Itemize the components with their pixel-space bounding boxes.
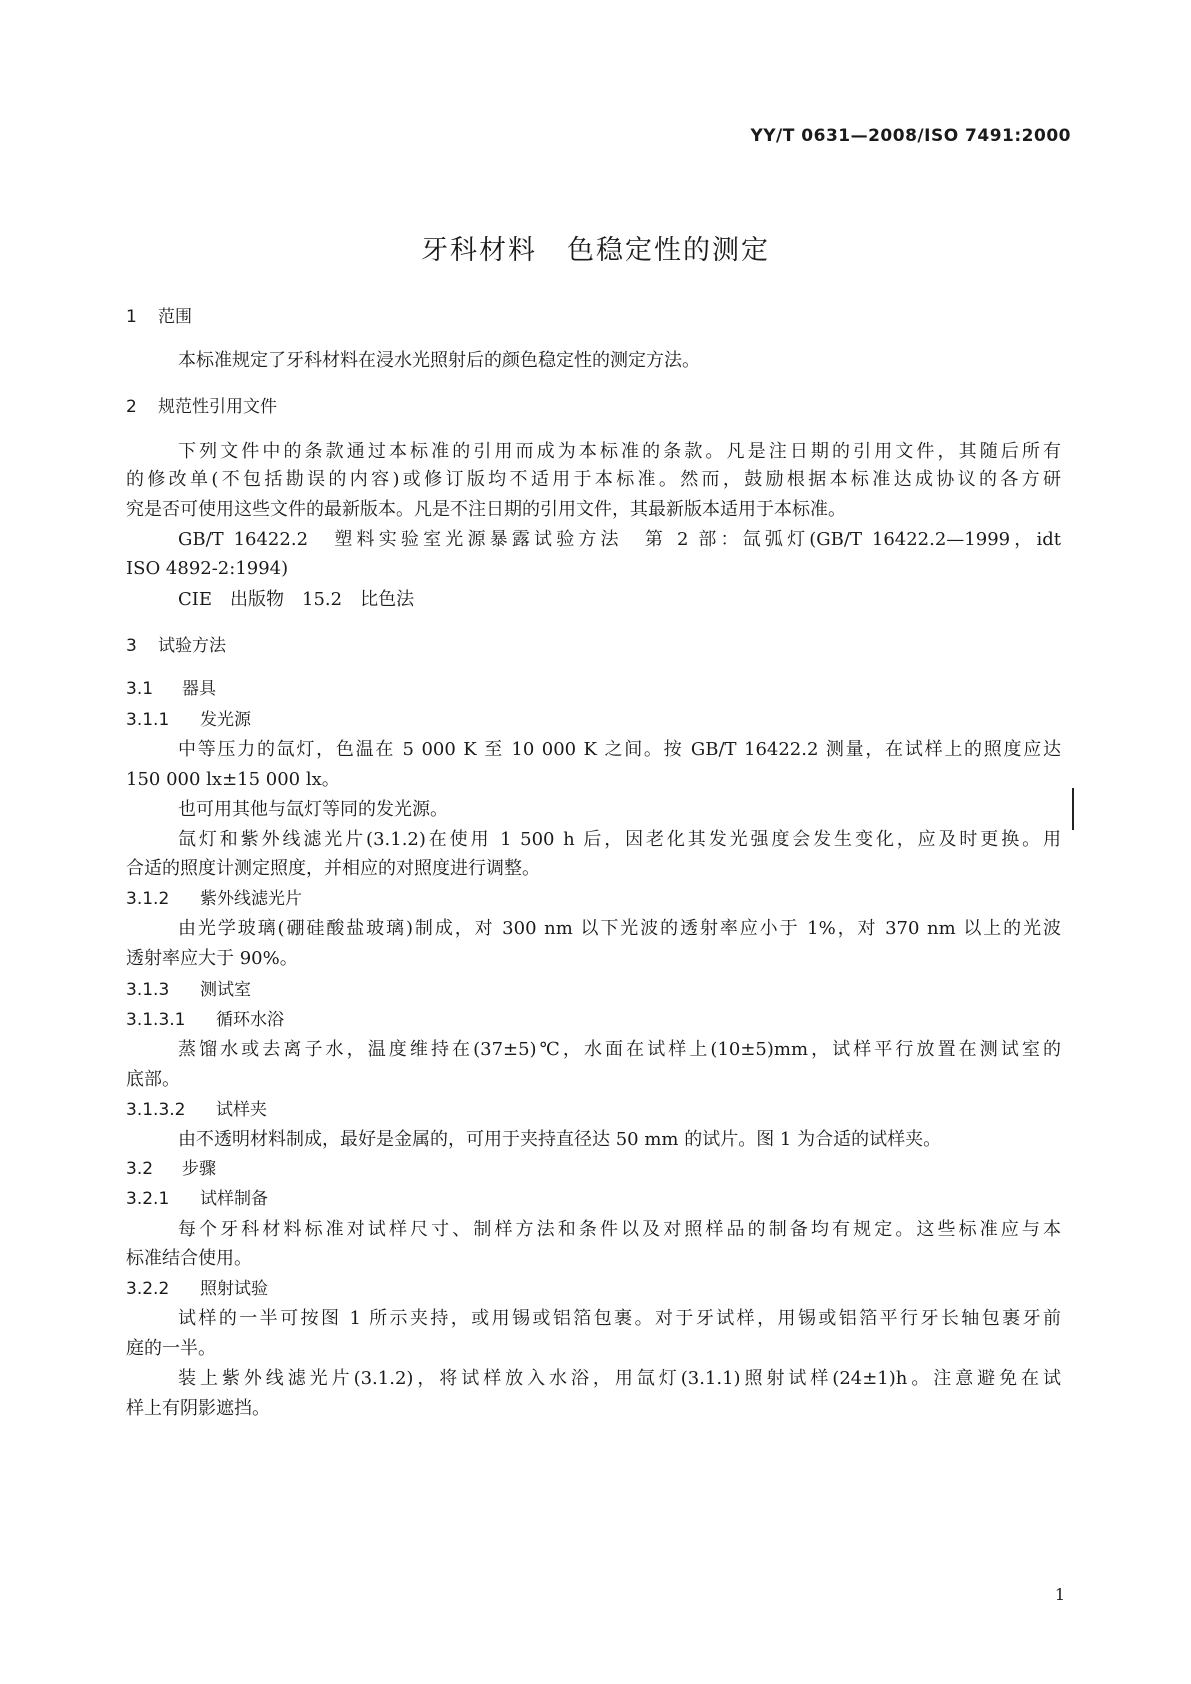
- document-title: [0, 228, 1191, 267]
- clause-3-1-2-paragraph-line: 透射率应大于 90%。: [126, 948, 298, 969]
- clause-3-1-3-1-paragraph-line: 底部。: [126, 1069, 180, 1090]
- clause-3-2-2-paragraph-line: 庭的一半。: [126, 1338, 216, 1359]
- clause-3-2-1-paragraph-line: 标准结合使用。: [126, 1248, 252, 1269]
- title-part-2: 色稳定性的测定: [567, 235, 770, 266]
- section-3-heading: [126, 634, 226, 658]
- section-1-paragraph: 本标准规定了牙科材料在浸水光照射后的颜色稳定性的测定方法。: [178, 350, 700, 371]
- clause-3-1-1-paragraph-line: 中等压力的氙灯，色温在 5 000 K 至 10 000 K 之间。按 GB/T 16422.2 测量，在试样上的照度应达: [178, 739, 1061, 760]
- clause-title: 循环水浴: [216, 1010, 284, 1030]
- clause-title: 步骤: [182, 1159, 216, 1179]
- title-part-1: 牙科材料: [421, 235, 537, 266]
- clause-3-1-heading: [126, 677, 216, 701]
- section-title: 范围: [158, 307, 192, 327]
- clause-3-1-3-2-heading: [126, 1098, 267, 1122]
- section-2-paragraph-line: 究是否可使用这些文件的最新版本。凡是不注日期的引用文件，其最新版本适用于本标准。: [126, 499, 846, 520]
- section-2-heading: [126, 395, 277, 419]
- clause-title: 照射试验: [200, 1279, 268, 1299]
- clause-title: 发光源: [200, 710, 251, 730]
- normative-reference-gbt16422-cont: ISO 4892-2:1994): [126, 558, 289, 579]
- clause-number: 3.1.3.2: [126, 1100, 186, 1120]
- clause-3-2-2-paragraph-line: 样上有阴影遮挡。: [126, 1398, 270, 1419]
- clause-3-2-1-heading: [126, 1187, 268, 1211]
- clause-3-1-1-paragraph-line: 150 000 lx±15 000 lx。: [126, 769, 340, 790]
- clause-number: 3.1.1: [126, 710, 170, 730]
- clause-number: 3.1: [126, 679, 154, 699]
- clause-3-1-1-paragraph-line: 氙灯和紫外线滤光片(3.1.2)在使用 1 500 h 后，因老化其发光强度会发生变化，应及时更换。用: [178, 829, 1061, 850]
- clause-number: 3.2: [126, 1159, 154, 1179]
- normative-reference-gbt16422: GB/T 16422.2 塑料实验室光源暴露试验方法 第 2 部：氙弧灯(GB/T 16422.2—1999，idt: [178, 529, 1061, 550]
- clause-3-1-2-paragraph-line: 由光学玻璃(硼硅酸盐玻璃)制成，对 300 nm 以下光波的透射率应小于 1%，对 370 nm 以上的光波: [178, 918, 1061, 939]
- clause-3-2-2-paragraph-line: 装上紫外线滤光片(3.1.2)，将试样放入水浴，用氙灯(3.1.1)照射试样(24±1)h。注意避免在试: [178, 1368, 1061, 1389]
- clause-title: 试样制备: [200, 1189, 268, 1209]
- clause-3-1-3-2-paragraph: 由不透明材料制成，最好是金属的，可用于夹持直径达 50 mm 的试片。图 1 为合适的试样夹。: [178, 1129, 942, 1150]
- page-number: 1: [1054, 1585, 1065, 1604]
- clause-3-1-3-heading: [126, 978, 251, 1002]
- section-title: 试验方法: [158, 636, 226, 656]
- clause-3-1-3-1-heading: [126, 1008, 284, 1032]
- clause-number: 3.1.3.1: [126, 1010, 186, 1030]
- clause-title: 器具: [182, 679, 216, 699]
- section-1-heading: [126, 305, 192, 329]
- revision-change-bar: [1072, 788, 1074, 830]
- clause-3-1-1-paragraph: 也可用其他与氙灯等同的发光源。: [178, 799, 448, 820]
- clause-3-1-1-heading: [126, 708, 251, 732]
- section-number: 3: [126, 636, 137, 656]
- standard-code: YY/T 0631—2008/ISO 7491:2000: [750, 126, 1071, 146]
- section-title: 规范性引用文件: [158, 397, 277, 417]
- clause-3-1-3-1-paragraph-line: 蒸馏水或去离子水，温度维持在(37±5)℃，水面在试样上(10±5)mm，试样平行放置在测试室的: [178, 1039, 1061, 1060]
- section-number: 2: [126, 397, 137, 417]
- section-2-paragraph-line: 下列文件中的条款通过本标准的引用而成为本标准的条款。凡是注日期的引用文件，其随后所有: [178, 441, 1061, 462]
- clause-number: 3.1.2: [126, 889, 170, 909]
- clause-title: 试样夹: [216, 1100, 267, 1120]
- clause-3-1-1-paragraph-line: 合适的照度计测定照度，并相应的对照度进行调整。: [126, 858, 540, 879]
- clause-3-2-2-heading: [126, 1277, 268, 1301]
- clause-3-1-2-heading: [126, 887, 302, 911]
- clause-3-2-1-paragraph-line: 每个牙科材料标准对试样尺寸、制样方法和条件以及对照样品的制备均有规定。这些标准应与本: [178, 1219, 1061, 1240]
- normative-reference-cie: CIE 出版物 15.2 比色法: [178, 589, 415, 610]
- clause-3-2-2-paragraph-line: 试样的一半可按图 1 所示夹持，或用锡或铝箔包裹。对于牙试样，用锡或铝箔平行牙长轴包裹牙前: [178, 1308, 1061, 1329]
- clause-number: 3.2.2: [126, 1279, 170, 1299]
- clause-title: 测试室: [200, 980, 251, 1000]
- section-2-paragraph-line: 的修改单(不包括勘误的内容)或修订版均不适用于本标准。然而，鼓励根据本标准达成协议的各方研: [126, 469, 1061, 490]
- clause-number: 3.1.3: [126, 980, 170, 1000]
- clause-3-2-heading: [126, 1157, 216, 1181]
- section-number: 1: [126, 307, 137, 327]
- clause-title: 紫外线滤光片: [200, 889, 302, 909]
- clause-number: 3.2.1: [126, 1189, 170, 1209]
